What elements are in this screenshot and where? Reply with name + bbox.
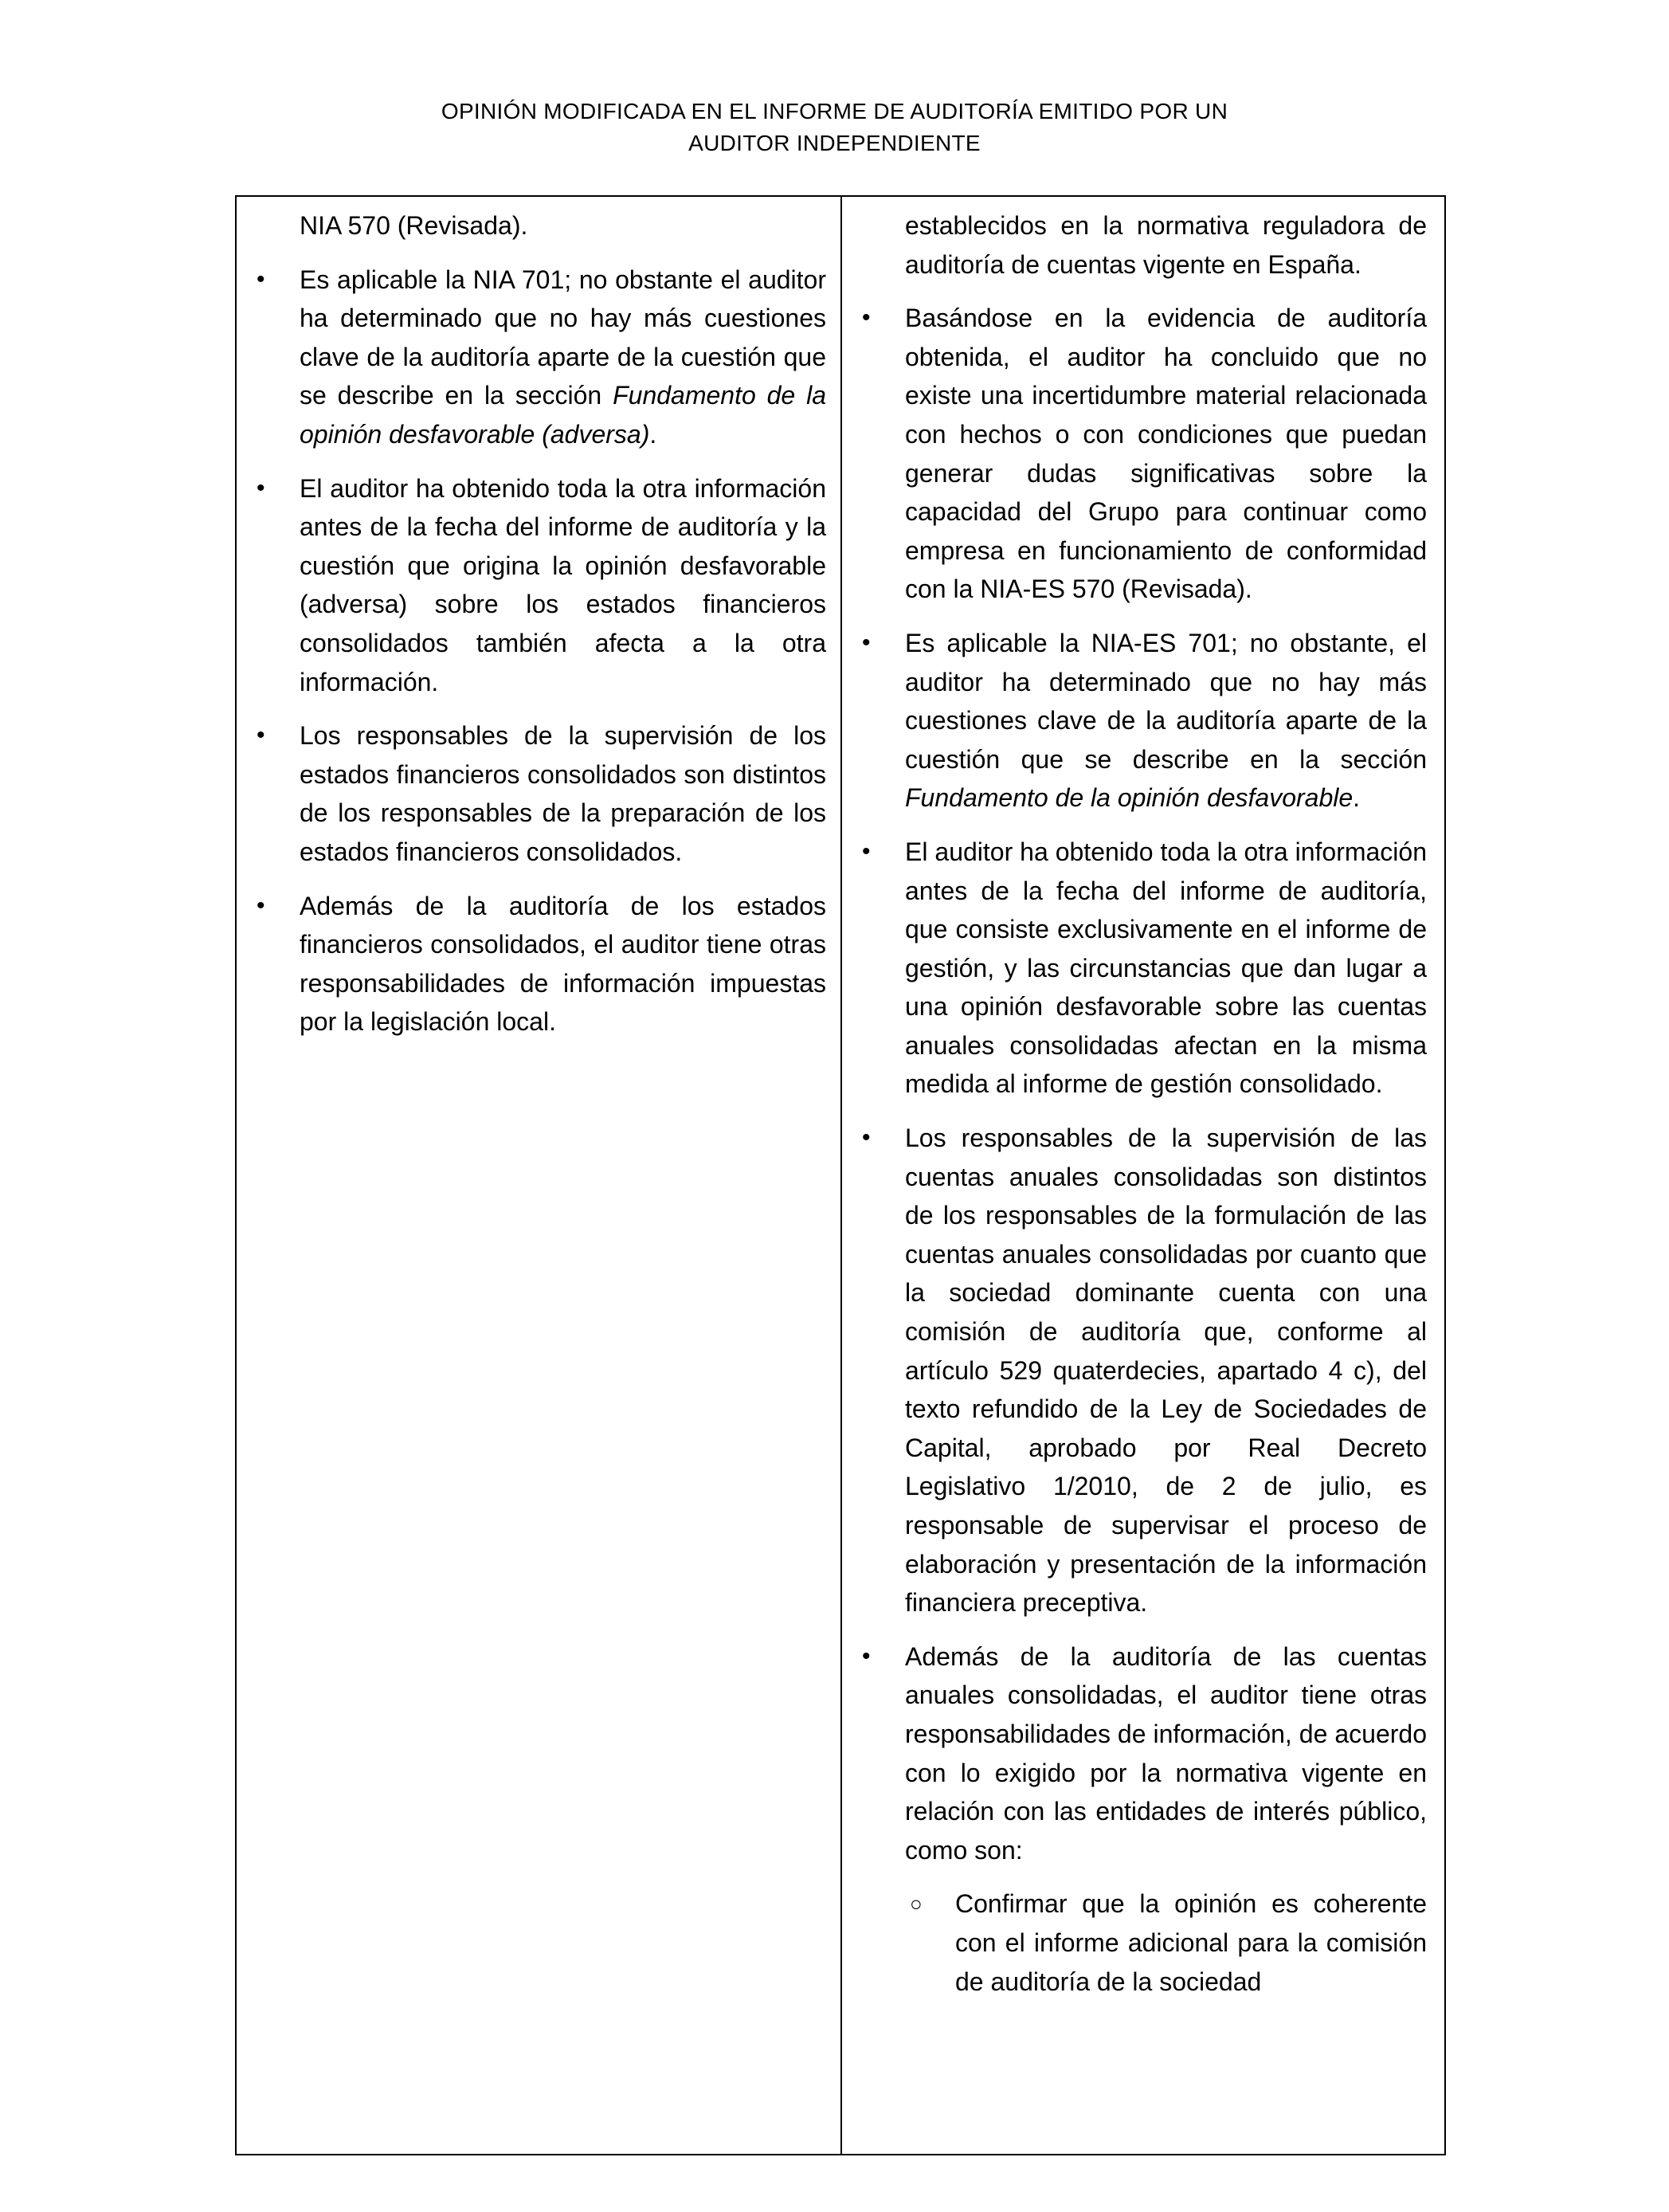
list-item [237, 469, 826, 702]
list-item [237, 887, 826, 1041]
item-text: El auditor ha obtenido toda la otra información antes de la fecha del informe de auditoría y la cuestión que origina la opinión desfavorable (adversa) sobre los estados financieros consolidados también afecta a la otra información. [300, 473, 826, 696]
list-item [237, 261, 826, 454]
item-text: Además de la auditoría de los estados financieros consolidados, el auditor tiene otras responsabilidades de información impuestas por la legislación local. [300, 891, 826, 1037]
right-sub-list [842, 1885, 1427, 2001]
list-item [842, 1119, 1427, 1622]
bullet-icon: • [862, 629, 871, 656]
bullet-icon: • [257, 722, 265, 749]
bullet-icon: • [257, 265, 265, 292]
left-column [237, 197, 842, 2154]
page-header [0, 96, 1669, 159]
right-column [842, 197, 1444, 2154]
bullet-icon: • [862, 1642, 871, 1669]
item-text: Es aplicable la NIA 701; no obstante el auditor ha determinado que no hay más cuestiones clave de la auditoría aparte de la cuestión que se describe en la sección [300, 265, 826, 410]
left-continuation: NIA 570 (Revisada). [300, 211, 528, 240]
bullet-icon: • [257, 474, 265, 501]
item-text: Basándose en la evidencia de auditoría obtenida, el auditor ha concluido que no existe una incertidumbre material relacionada con hechos o con condiciones que puedan generar dudas significativas sobre la capacidad del Grupo para continuar como empresa en funcionamiento de conformidad con la NIA-ES 570 (Revisada). [905, 304, 1427, 604]
item-text: El auditor ha obtenido toda la otra información antes de la fecha del informe de auditoría, que consiste exclusivamente en el informe de gestión, y las circunstancias que dan lugar a una opinión desfavorable sobre las cuentas anuales consolidadas afectan en la misma medida al informe de gestión consolidado. [905, 837, 1427, 1099]
left-bullet-list [237, 261, 826, 1041]
sub-item-text: Confirmar que la opinión es coherente con el informe adicional para la comisión de auditoría de la sociedad [955, 1889, 1427, 1996]
header-line-1: OPINIÓN MODIFICADA EN EL INFORME DE AUDITORÍA EMITIDO POR UN [441, 99, 1228, 124]
item-italic: Fundamento de la opinión desfavorable [905, 783, 1354, 813]
comparison-table [235, 195, 1446, 2155]
right-bullet-list [842, 299, 1427, 1869]
item-italic: Fundamento de la opinión desfavorable (adversa) [300, 381, 827, 449]
list-item [237, 716, 826, 871]
item-end: . [649, 419, 657, 449]
list-item [842, 833, 1427, 1104]
bullet-icon: • [862, 837, 871, 865]
bullet-icon: • [257, 892, 265, 919]
list-item [842, 1637, 1427, 1870]
item-text: Los responsables de la supervisión de los estados financieros consolidados son distintos de los responsables de la preparación de los estados financieros consolidados. [300, 721, 826, 866]
bullet-icon: • [862, 1124, 871, 1151]
item-text: Los responsables de la supervisión de las cuentas anuales consolidadas son distintos de los responsables de la formulación de las cuentas anuales consolidadas por cuanto que la sociedad dominante cuenta con una comisión de auditoría que, conforme al artículo 529 quaterdecies, apartado 4 c), del texto refundido de la Ley de Sociedades de Capital, aprobado por Real Decreto Legislativo 1/2010, de 2 de julio, es responsable de supervisar el proceso de elaboración y presentación de la información financiera preceptiva. [905, 1124, 1427, 1618]
right-continuation: establecidos en la normativa reguladora de auditoría de cuentas vigente en España. [905, 211, 1427, 279]
item-text: Además de la auditoría de las cuentas anuales consolidadas, el auditor tiene otras responsabilidades de información, de acuerdo con lo exigido por la normativa vigente en relación con las entidades de interés público, como son: [905, 1641, 1427, 1865]
item-text: Es aplicable la NIA-ES 701; no obstante, el auditor ha determinado que no hay más cuestiones clave de la auditoría aparte de la cuestión que se describe en la sección [905, 628, 1427, 774]
header-line-2: AUDITOR INDEPENDIENTE [688, 131, 981, 155]
item-end: . [1353, 783, 1361, 813]
list-item [842, 624, 1427, 818]
hollow-circle-bullet-icon: ○ [910, 1892, 923, 1916]
sub-list-item [842, 1885, 1427, 2001]
bullet-icon: • [862, 304, 871, 331]
list-item [842, 299, 1427, 609]
